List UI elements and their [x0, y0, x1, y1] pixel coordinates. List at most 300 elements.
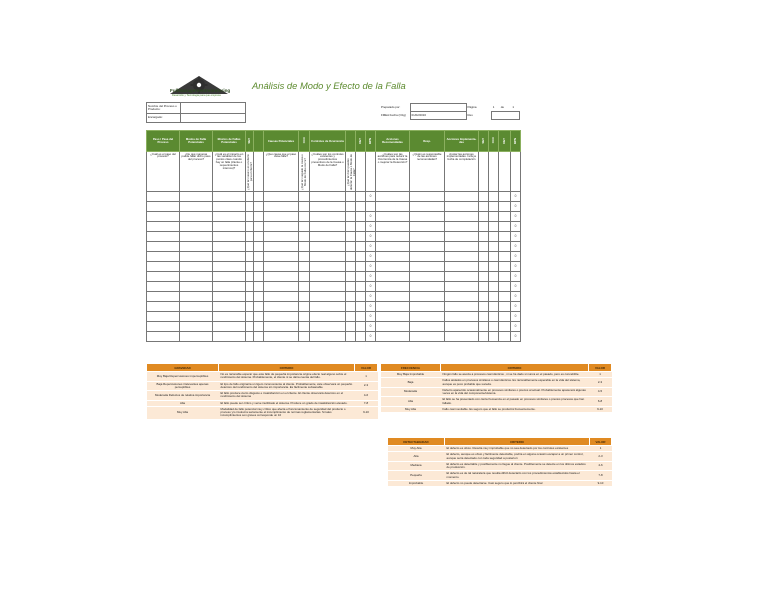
fmea-rpn-cell: 0: [366, 312, 376, 322]
fmea-rpn-final-cell: 0: [511, 282, 521, 292]
fmea-input-cell[interactable]: [213, 292, 246, 302]
fmea-input-cell[interactable]: [254, 242, 264, 252]
fmea-input-cell[interactable]: [445, 332, 479, 342]
fmea-input-cell[interactable]: [310, 212, 346, 222]
fmea-input-cell[interactable]: [180, 192, 213, 202]
fmea-input-cell[interactable]: [147, 262, 180, 272]
fmea-header-row: [147, 131, 521, 152]
fmea-input-cell[interactable]: [299, 322, 310, 332]
fmea-input-cell[interactable]: [499, 242, 511, 252]
fmea-input-cell[interactable]: [147, 312, 180, 322]
fmea-input-cell[interactable]: [213, 302, 246, 312]
fmea-header-label: SEV: [481, 137, 486, 144]
fmea-input-cell[interactable]: [445, 242, 479, 252]
fmea-input-cell[interactable]: [479, 262, 489, 272]
frequency-level: Alta: [381, 397, 441, 407]
fmea-input-cell[interactable]: [445, 282, 479, 292]
date-value[interactable]: 01/02/2016: [410, 112, 466, 120]
fmea-input-cell[interactable]: [499, 282, 511, 292]
detectability-criterion: El defecto es detectable y posiblemente no llegue al cliente. Posiblemente se detecte en los últimos estadios de producción.: [445, 461, 590, 471]
severity-value: 1: [355, 372, 378, 382]
fmea-input-cell[interactable]: [356, 322, 366, 332]
fmea-rpn-final-cell: 0: [511, 312, 521, 322]
fmea-input-cell[interactable]: [180, 222, 213, 232]
fmea-input-cell[interactable]: [213, 232, 246, 242]
fmea-input-cell[interactable]: [410, 192, 445, 202]
fmea-input-cell[interactable]: [254, 252, 264, 262]
fmea-input-cell[interactable]: [310, 332, 346, 342]
severity-row: [147, 372, 378, 382]
severity-header-level: GRAVEDAD: [147, 364, 219, 372]
fmea-input-cell[interactable]: [213, 272, 246, 282]
fmea-input-cell[interactable]: [376, 262, 410, 272]
fmea-table: [146, 130, 521, 342]
fmea-input-cell[interactable]: [489, 302, 499, 312]
fmea-input-cell[interactable]: [356, 282, 366, 292]
fmea-input-cell[interactable]: [489, 262, 499, 272]
fmea-input-cell[interactable]: [180, 312, 213, 322]
fmea-rpn-final-cell: 0: [511, 212, 521, 222]
fmea-input-cell[interactable]: [410, 332, 445, 342]
fmea-input-cell[interactable]: [180, 302, 213, 312]
fmea-input-cell[interactable]: [489, 192, 499, 202]
fmea-input-cell[interactable]: [410, 272, 445, 282]
fmea-input-cell[interactable]: [410, 222, 445, 232]
fmea-input-cell[interactable]: [264, 222, 299, 232]
fmea-input-cell[interactable]: [246, 282, 254, 292]
fmea-input-cell[interactable]: [356, 292, 366, 302]
fmea-input-cell[interactable]: [346, 192, 356, 202]
fmea-input-cell[interactable]: [356, 252, 366, 262]
fmea-input-cell[interactable]: [213, 252, 246, 262]
info-value-process[interactable]: [181, 103, 246, 114]
fmea-input-cell[interactable]: [479, 232, 489, 242]
fmea-input-cell[interactable]: [410, 302, 445, 312]
fmea-input-cell[interactable]: [180, 242, 213, 252]
fmea-input-cell[interactable]: [376, 192, 410, 202]
fmea-input-cell[interactable]: [376, 212, 410, 222]
fmea-input-cell[interactable]: [376, 232, 410, 242]
fmea-input-cell[interactable]: [499, 212, 511, 222]
fmea-header-cell: [246, 131, 254, 152]
fmea-input-cell[interactable]: [356, 312, 366, 322]
fmea-input-cell[interactable]: [147, 232, 180, 242]
fmea-input-cell[interactable]: [346, 272, 356, 282]
fmea-input-cell[interactable]: [299, 192, 310, 202]
fmea-input-cell[interactable]: [180, 202, 213, 212]
fmea-input-cell[interactable]: [299, 262, 310, 272]
fmea-input-cell[interactable]: [479, 252, 489, 262]
severity-row: [147, 391, 378, 401]
fmea-input-cell[interactable]: [346, 222, 356, 232]
fmea-input-cell[interactable]: [147, 252, 180, 262]
fmea-input-cell[interactable]: [264, 252, 299, 262]
fmea-input-cell[interactable]: [254, 312, 264, 322]
fmea-input-cell[interactable]: [254, 202, 264, 212]
fmea-input-cell[interactable]: [180, 292, 213, 302]
fmea-input-cell[interactable]: [299, 312, 310, 322]
fmea-input-cell[interactable]: [489, 232, 499, 242]
fmea-input-cell[interactable]: [254, 332, 264, 342]
fmea-rpn-final-cell: 0: [511, 322, 521, 332]
fmea-input-cell[interactable]: [310, 252, 346, 262]
fmea-input-cell[interactable]: [346, 302, 356, 312]
fmea-input-cell[interactable]: [213, 312, 246, 322]
fmea-input-cell[interactable]: [445, 192, 479, 202]
fmea-guide-text: ¿Quién es responsable de las acciones recomendadas?: [412, 151, 442, 162]
fmea-input-cell[interactable]: [246, 252, 254, 262]
fmea-input-cell[interactable]: [499, 332, 511, 342]
fmea-input-cell[interactable]: [264, 192, 299, 202]
fmea-input-cell[interactable]: [479, 282, 489, 292]
fmea-input-cell[interactable]: [376, 282, 410, 292]
fmea-input-cell[interactable]: [213, 282, 246, 292]
fmea-input-cell[interactable]: [499, 312, 511, 322]
fmea-input-cell[interactable]: [376, 332, 410, 342]
fmea-input-cell[interactable]: [246, 212, 254, 222]
detectability-value: 9-10: [590, 480, 612, 486]
frequency-value: 1: [589, 372, 612, 378]
fmea-input-cell[interactable]: [489, 282, 499, 292]
fmea-input-cell[interactable]: [264, 332, 299, 342]
fmea-input-cell[interactable]: [489, 322, 499, 332]
fmea-input-cell[interactable]: [410, 202, 445, 212]
fmea-input-cell[interactable]: [310, 322, 346, 332]
detectability-level: Improbable: [388, 480, 445, 486]
fmea-input-cell[interactable]: [445, 252, 479, 262]
fmea-input-cell[interactable]: [376, 252, 410, 262]
fmea-input-cell[interactable]: [410, 212, 445, 222]
fmea-input-cell[interactable]: [346, 292, 356, 302]
fmea-input-cell[interactable]: [180, 212, 213, 222]
fmea-input-cell[interactable]: [264, 322, 299, 332]
frequency-scale-table: [380, 363, 612, 413]
fmea-input-cell[interactable]: [264, 242, 299, 252]
fmea-guide-cell: [147, 152, 180, 192]
fmea-input-cell[interactable]: [445, 322, 479, 332]
fmea-input-cell[interactable]: [299, 302, 310, 312]
fmea-input-cell[interactable]: [246, 272, 254, 282]
fmea-input-cell[interactable]: [445, 302, 479, 312]
fmea-input-cell[interactable]: [180, 252, 213, 262]
fmea-input-cell[interactable]: [489, 272, 499, 282]
fmea-input-cell[interactable]: [246, 232, 254, 242]
fmea-input-cell[interactable]: [254, 302, 264, 312]
fmea-input-cell[interactable]: [180, 282, 213, 292]
fmea-input-cell[interactable]: [264, 212, 299, 222]
fmea-input-cell[interactable]: [147, 192, 180, 202]
fmea-input-cell[interactable]: [479, 202, 489, 212]
fmea-header-cell: [346, 131, 356, 152]
fmea-input-cell[interactable]: [213, 242, 246, 252]
fmea-input-cell[interactable]: [213, 262, 246, 272]
fmea-guide-text: ¿De qué maneras puede fallar dicho paso del proceso?: [181, 151, 211, 162]
frequency-header-row: [381, 364, 612, 372]
fmea-input-cell[interactable]: [356, 332, 366, 342]
fmea-input-cell[interactable]: [445, 262, 479, 272]
fmea-input-cell[interactable]: [479, 312, 489, 322]
fmea-input-cell[interactable]: [356, 262, 366, 272]
fmea-input-cell[interactable]: [264, 312, 299, 322]
fmea-input-cell[interactable]: [346, 332, 356, 342]
fmea-input-cell[interactable]: [254, 192, 264, 202]
fmea-input-cell[interactable]: [310, 242, 346, 252]
fmea-input-cell[interactable]: [180, 322, 213, 332]
fmea-input-cell[interactable]: [310, 282, 346, 292]
fmea-input-cell[interactable]: [376, 222, 410, 232]
fmea-input-cell[interactable]: [246, 192, 254, 202]
fmea-input-cell[interactable]: [246, 292, 254, 302]
detectability-header-row: [388, 438, 612, 446]
fmea-input-cell[interactable]: [356, 242, 366, 252]
fmea-input-cell[interactable]: [410, 252, 445, 262]
fmea-input-cell[interactable]: [376, 272, 410, 282]
fmea-input-cell[interactable]: [346, 242, 356, 252]
fmea-input-cell[interactable]: [310, 262, 346, 272]
fmea-input-cell[interactable]: [356, 302, 366, 312]
fmea-input-cell[interactable]: [489, 202, 499, 212]
fmea-input-cell[interactable]: [147, 222, 180, 232]
fmea-input-cell[interactable]: [246, 222, 254, 232]
fmea-input-cell[interactable]: [410, 262, 445, 272]
fmea-input-cell[interactable]: [180, 332, 213, 342]
fmea-rpn-final-cell: 0: [511, 222, 521, 232]
fmea-input-cell[interactable]: [246, 322, 254, 332]
fmea-header-cell: [376, 131, 410, 152]
fmea-input-cell[interactable]: [376, 202, 410, 212]
fmea-header-label: Paso / Pasa del Proceso: [152, 137, 174, 144]
fmea-data-row: [147, 222, 521, 232]
fmea-guide-cell: [254, 152, 264, 192]
fmea-input-cell[interactable]: [246, 202, 254, 212]
fmea-input-cell[interactable]: [499, 202, 511, 212]
fmea-input-cell[interactable]: [489, 332, 499, 342]
fmea-input-cell[interactable]: [147, 292, 180, 302]
fmea-input-cell[interactable]: [147, 242, 180, 252]
fmea-input-cell[interactable]: [479, 212, 489, 222]
fmea-guide-cell: [346, 152, 356, 192]
fmea-input-cell[interactable]: [254, 212, 264, 222]
fmea-input-cell[interactable]: [213, 212, 246, 222]
fmea-input-cell[interactable]: [180, 232, 213, 242]
fmea-guide-cell: [511, 152, 521, 192]
severity-row: [147, 406, 378, 419]
fmea-input-cell[interactable]: [310, 272, 346, 282]
fmea-input-cell[interactable]: [499, 252, 511, 262]
fmea-input-cell[interactable]: [479, 292, 489, 302]
fmea-input-cell[interactable]: [445, 202, 479, 212]
fmea-input-cell[interactable]: [147, 282, 180, 292]
fmea-input-cell[interactable]: [246, 302, 254, 312]
fmea-input-cell[interactable]: [147, 322, 180, 332]
fmea-input-cell[interactable]: [299, 252, 310, 262]
fmea-header-cell: [264, 131, 299, 152]
fmea-input-cell[interactable]: [479, 192, 489, 202]
fmea-input-cell[interactable]: [489, 222, 499, 232]
fmea-input-cell[interactable]: [499, 222, 511, 232]
fmea-input-cell[interactable]: [264, 282, 299, 292]
detectability-criterion: El defecto es de tal naturaleza que resulta difícil detectarlo con los procedimientos establecidos hasta el momento.: [445, 471, 590, 481]
fmea-input-cell[interactable]: [346, 282, 356, 292]
fmea-input-cell[interactable]: [479, 302, 489, 312]
fmea-input-cell[interactable]: [479, 242, 489, 252]
fmea-input-cell[interactable]: [264, 202, 299, 212]
fmea-input-cell[interactable]: [254, 292, 264, 302]
fmea-input-cell[interactable]: [445, 212, 479, 222]
fmea-input-cell[interactable]: [499, 292, 511, 302]
fmea-header-label: Resp.: [423, 138, 431, 143]
fmea-input-cell[interactable]: [489, 292, 499, 302]
fmea-input-cell[interactable]: [479, 272, 489, 282]
fmea-input-cell[interactable]: [410, 242, 445, 252]
fmea-input-cell[interactable]: [376, 292, 410, 302]
fmea-input-cell[interactable]: [299, 272, 310, 282]
frequency-header-criterion: CRITERIO: [441, 364, 589, 372]
date-label: FMEA Fecha (Orig): [381, 112, 406, 117]
fmea-input-cell[interactable]: [264, 262, 299, 272]
fmea-header-label: DET: [502, 137, 507, 144]
frequency-criterion: Fallo casi inevitable. Es seguro que el fallo se producirá frecuentemente.: [441, 406, 589, 412]
fmea-input-cell[interactable]: [264, 272, 299, 282]
fmea-input-cell[interactable]: [299, 232, 310, 242]
prepared-value[interactable]: [410, 104, 466, 112]
fmea-input-cell[interactable]: [489, 212, 499, 222]
fmea-guide-cell: [299, 152, 310, 192]
frequency-value: 4-5: [589, 387, 612, 397]
fmea-data-row: [147, 242, 521, 252]
fmea-input-cell[interactable]: [346, 202, 356, 212]
fmea-input-cell[interactable]: [346, 322, 356, 332]
fmea-input-cell[interactable]: [489, 312, 499, 322]
fmea-input-cell[interactable]: [356, 232, 366, 242]
fmea-input-cell[interactable]: [299, 282, 310, 292]
fmea-header-cell: [479, 131, 489, 152]
fmea-input-cell[interactable]: [213, 192, 246, 202]
fmea-input-cell[interactable]: [410, 232, 445, 242]
fmea-input-cell[interactable]: [310, 292, 346, 302]
fmea-input-cell[interactable]: [254, 282, 264, 292]
fmea-input-cell[interactable]: [180, 262, 213, 272]
detectability-row: [388, 452, 612, 462]
fmea-input-cell[interactable]: [246, 332, 254, 342]
fmea-input-cell[interactable]: [499, 262, 511, 272]
fmea-guide-cell: [356, 152, 366, 192]
fmea-input-cell[interactable]: [213, 332, 246, 342]
fmea-input-cell[interactable]: [346, 212, 356, 222]
fmea-input-cell[interactable]: [299, 242, 310, 252]
fmea-input-cell[interactable]: [346, 252, 356, 262]
fmea-input-cell[interactable]: [346, 232, 356, 242]
fmea-input-cell[interactable]: [147, 332, 180, 342]
fmea-input-cell[interactable]: [213, 322, 246, 332]
fmea-input-cell[interactable]: [310, 232, 346, 242]
fmea-input-cell[interactable]: [254, 222, 264, 232]
frequency-criterion: El fallo se ha presentado con cierta frecuencia en el pasado en procesos similares o previos procesos que han fallado.: [441, 397, 589, 407]
fmea-input-cell[interactable]: [299, 292, 310, 302]
fmea-input-cell[interactable]: [147, 272, 180, 282]
fmea-input-cell[interactable]: [246, 242, 254, 252]
fmea-input-cell[interactable]: [376, 242, 410, 252]
fmea-data-row: [147, 302, 521, 312]
fmea-input-cell[interactable]: [264, 232, 299, 242]
fmea-input-cell[interactable]: [489, 242, 499, 252]
fmea-input-cell[interactable]: [479, 322, 489, 332]
detectability-value: 1: [590, 446, 612, 452]
frequency-row: [381, 397, 612, 407]
fmea-input-cell[interactable]: [356, 192, 366, 202]
info-value-owner[interactable]: [181, 114, 246, 123]
fmea-input-cell[interactable]: [254, 232, 264, 242]
fmea-input-cell[interactable]: [356, 202, 366, 212]
fmea-input-cell[interactable]: [299, 332, 310, 342]
fmea-input-cell[interactable]: [489, 252, 499, 262]
fmea-input-cell[interactable]: [445, 222, 479, 232]
detectability-value: 7-8: [590, 471, 612, 481]
fmea-input-cell[interactable]: [346, 262, 356, 272]
rev-value[interactable]: [492, 112, 520, 120]
fmea-input-cell[interactable]: [410, 312, 445, 322]
fmea-input-cell[interactable]: [310, 302, 346, 312]
fmea-rpn-cell: 0: [366, 332, 376, 342]
fmea-input-cell[interactable]: [376, 302, 410, 312]
fmea-input-cell[interactable]: [499, 192, 511, 202]
fmea-input-cell[interactable]: [180, 272, 213, 282]
fmea-input-cell[interactable]: [299, 222, 310, 232]
fmea-input-cell[interactable]: [310, 312, 346, 322]
fmea-input-cell[interactable]: [346, 312, 356, 322]
fmea-input-cell[interactable]: [376, 312, 410, 322]
fmea-input-cell[interactable]: [479, 222, 489, 232]
fmea-input-cell[interactable]: [499, 302, 511, 312]
fmea-input-cell[interactable]: [410, 322, 445, 332]
fmea-input-cell[interactable]: [147, 302, 180, 312]
fmea-input-cell[interactable]: [213, 202, 246, 212]
fmea-input-cell[interactable]: [254, 262, 264, 272]
fmea-input-cell[interactable]: [246, 262, 254, 272]
fmea-input-cell[interactable]: [410, 292, 445, 302]
fmea-input-cell[interactable]: [264, 302, 299, 312]
fmea-input-cell[interactable]: [356, 212, 366, 222]
fmea-input-cell[interactable]: [310, 222, 346, 232]
fmea-input-cell[interactable]: [264, 292, 299, 302]
fmea-input-cell[interactable]: [310, 202, 346, 212]
fmea-input-cell[interactable]: [246, 312, 254, 322]
fmea-input-cell[interactable]: [445, 292, 479, 302]
fmea-input-cell[interactable]: [479, 332, 489, 342]
fmea-input-cell[interactable]: [356, 222, 366, 232]
fmea-input-cell[interactable]: [499, 272, 511, 282]
fmea-input-cell[interactable]: [299, 212, 310, 222]
fmea-input-cell[interactable]: [213, 222, 246, 232]
fmea-header-cell: [499, 131, 511, 152]
fmea-input-cell[interactable]: [410, 282, 445, 292]
fmea-input-cell[interactable]: [147, 212, 180, 222]
fmea-input-cell[interactable]: [445, 272, 479, 282]
fmea-input-cell[interactable]: [356, 272, 366, 282]
fmea-input-cell[interactable]: [147, 202, 180, 212]
fmea-input-cell[interactable]: [445, 312, 479, 322]
fmea-input-cell[interactable]: [499, 232, 511, 242]
fmea-input-cell[interactable]: [254, 322, 264, 332]
fmea-input-cell[interactable]: [445, 232, 479, 242]
fmea-input-cell[interactable]: [254, 272, 264, 282]
fmea-input-cell[interactable]: [499, 322, 511, 332]
info-table-right: [380, 103, 520, 120]
fmea-input-cell[interactable]: [376, 322, 410, 332]
fmea-rpn-cell: 0: [366, 252, 376, 262]
fmea-input-cell[interactable]: [310, 192, 346, 202]
fmea-input-cell[interactable]: [299, 202, 310, 212]
